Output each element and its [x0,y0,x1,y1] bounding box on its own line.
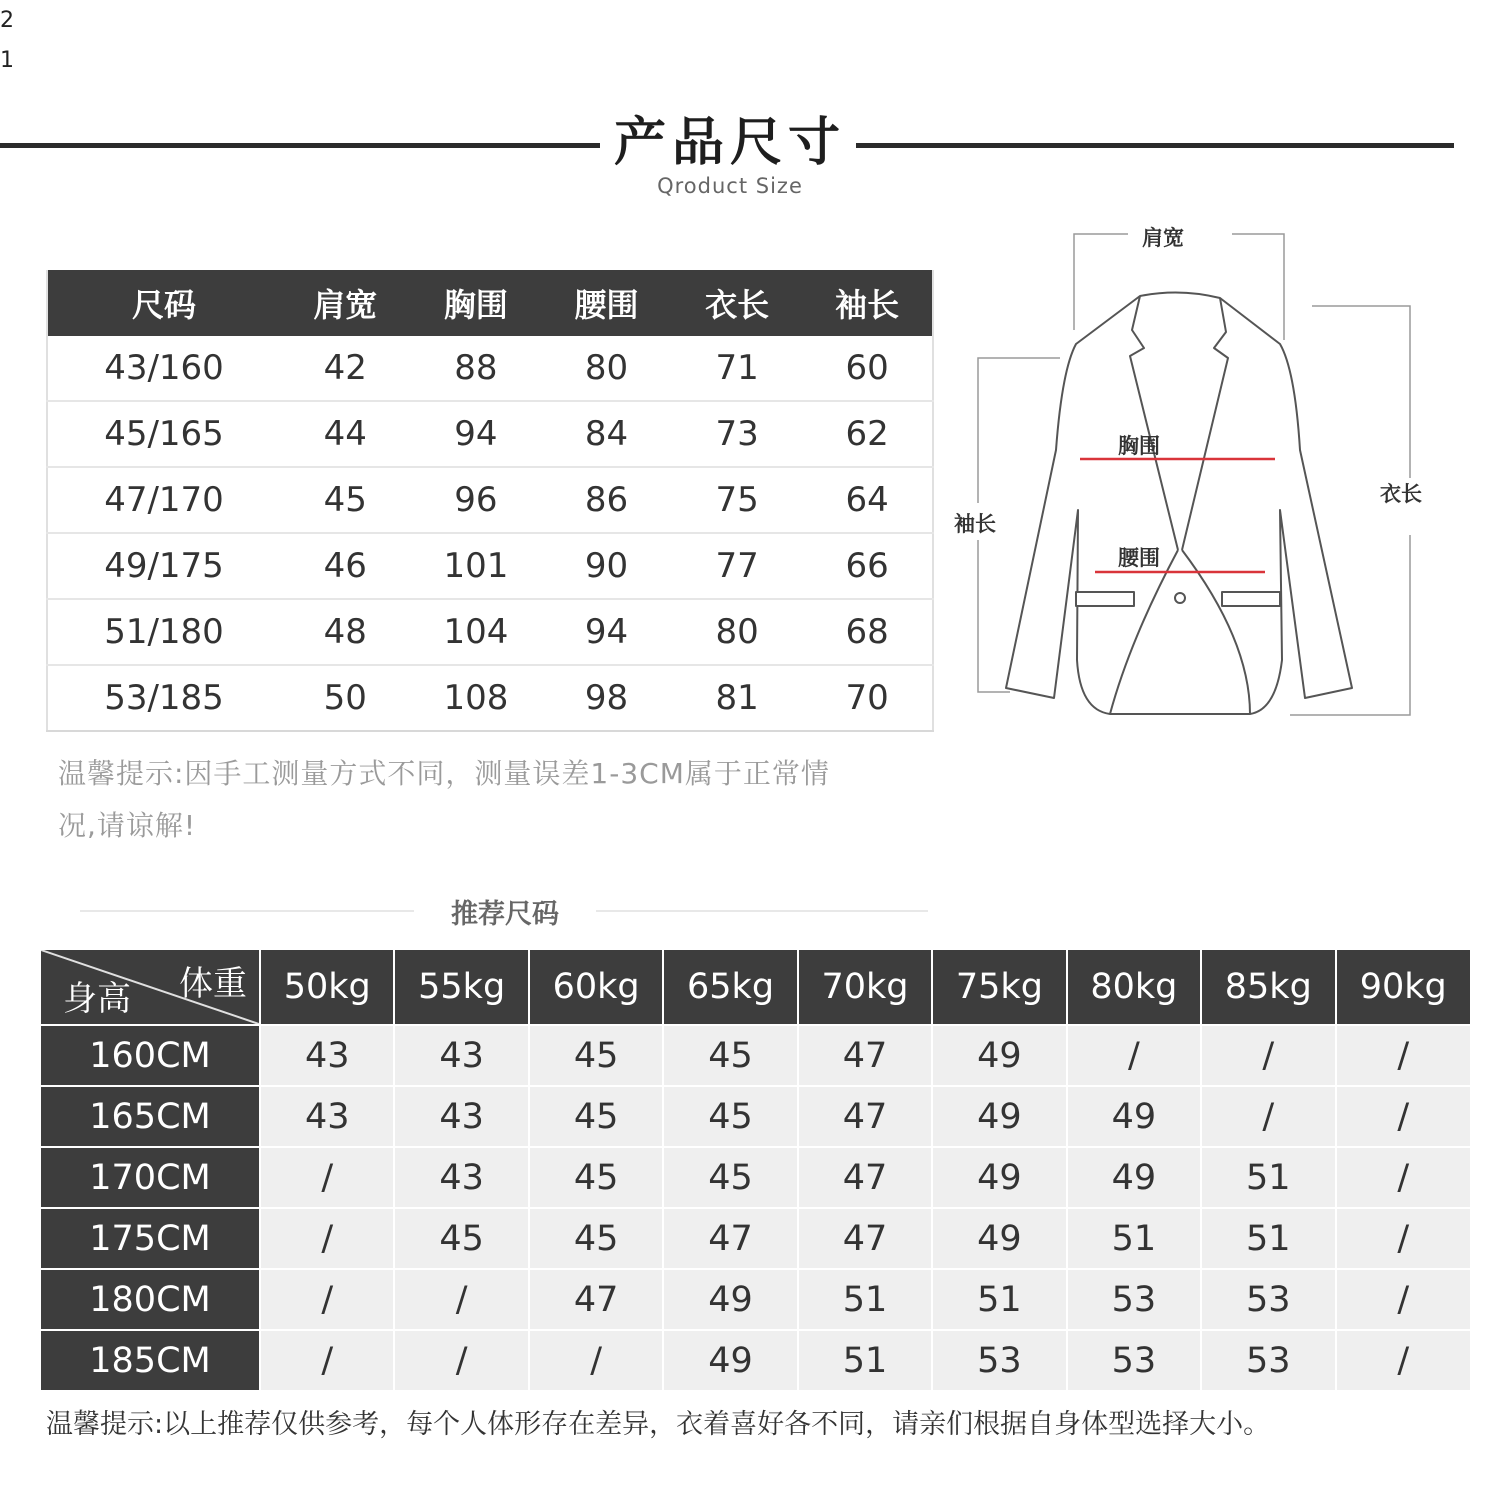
recommend-cell: / [1201,1025,1335,1086]
size-table-row [47,401,933,467]
recommend-cell: 49 [1067,1086,1201,1147]
size-table-cell: 64 [802,467,933,533]
size-table-cell: 48 [280,599,411,665]
corner-height-label: 身高 [63,979,131,1019]
recommend-cell: 49 [663,1269,797,1330]
size-table-cell: 42 [280,336,411,401]
size-table-cell: 81 [672,665,803,731]
size-table-cell: 94 [411,401,542,467]
recommend-cell: 53 [1201,1330,1335,1390]
recommend-cell: 45 [663,1025,797,1086]
size-table-cell: 49/175 [47,533,280,599]
size-table-cell: 98 [541,665,672,731]
recommend-cell: / [260,1269,394,1330]
recommend-cell: / [260,1330,394,1390]
recommend-cell: / [260,1208,394,1269]
recommend-cell: 45 [394,1208,528,1269]
title-divider-right [856,143,1454,148]
recommend-table [41,950,1470,1390]
size-table-cell: 90 [541,533,672,599]
weight-col-header: 70kg [798,950,932,1025]
recommend-cell: 45 [529,1086,663,1147]
recommend-cell: 51 [932,1269,1066,1330]
weight-col-header: 85kg [1201,950,1335,1025]
measurement-note-line: 温馨提示:因手工测量方式不同，测量误差1-3CM属于正常情 [58,757,830,790]
size-table-row [47,599,933,665]
size-table-row [47,467,933,533]
jacket-diagram [950,220,1430,730]
page-subtitle: Qroduct Size [657,174,803,198]
size-table-cell: 108 [411,665,542,731]
recommend-cell: 45 [529,1147,663,1208]
size-table-cell: 46 [280,533,411,599]
weight-col-header: 90kg [1336,950,1471,1025]
size-table-cell: 101 [411,533,542,599]
size-col-header: 胸围 [411,270,542,336]
size-col-header: 袖长 [802,270,933,336]
recommend-cell: 53 [1201,1269,1335,1330]
recommend-cell: 49 [1067,1147,1201,1208]
size-table-cell: 51/180 [47,599,280,665]
recommend-row [41,1147,1470,1208]
recommend-cell: 51 [1067,1208,1201,1269]
size-table-row [47,665,933,731]
page-title: 产品尺寸 [613,113,846,173]
corner-header-cell [41,950,260,1025]
recommend-cell: 49 [932,1025,1066,1086]
recommend-header-row [41,950,1470,1025]
weight-col-header: 50kg [260,950,394,1025]
recommend-row [41,1025,1470,1086]
measurement-note [58,748,958,852]
recommend-cell: / [1336,1269,1471,1330]
recommend-cell: 43 [394,1086,528,1147]
recommend-cell: / [394,1269,528,1330]
recommend-title: 推荐尺码 [451,899,559,930]
sleeve-label: 袖长 [954,512,996,536]
weight-col-header: 60kg [529,950,663,1025]
size-col-header: 尺码 [47,270,280,336]
recommend-divider-right [596,910,928,912]
recommend-cell: 47 [798,1025,932,1086]
size-table-cell: 68 [802,599,933,665]
recommend-cell: 51 [798,1269,932,1330]
size-table-row [47,336,933,401]
recommend-cell: 45 [663,1147,797,1208]
recommend-cell: / [1336,1208,1471,1269]
chest-label: 胸围 [1118,434,1160,458]
size-table-cell: 94 [541,599,672,665]
recommend-cell: 51 [798,1330,932,1390]
weight-col-header: 55kg [394,950,528,1025]
height-row-header: 165CM [41,1086,260,1147]
size-col-header: 肩宽 [280,270,411,336]
size-table-cell: 45 [280,467,411,533]
size-table-cell: 43/160 [47,336,280,401]
recommend-cell: / [529,1330,663,1390]
size-table-cell: 70 [802,665,933,731]
length-label: 衣长 [1380,482,1422,506]
recommend-cell: 53 [1067,1330,1201,1390]
recommend-cell: 49 [932,1208,1066,1269]
recommend-row [41,1269,1470,1330]
weight-col-header: 80kg [1067,950,1201,1025]
size-table-cell: 80 [541,336,672,401]
recommend-cell: / [1336,1147,1471,1208]
waist-label: 腰围 [1118,546,1160,570]
recommend-cell: 45 [529,1025,663,1086]
size-table-header-row [47,270,933,336]
title-divider-left [0,143,600,148]
shoulder-label: 肩宽 [1142,226,1184,250]
size-table-cell: 45/165 [47,401,280,467]
height-row-header: 160CM [41,1025,260,1086]
recommend-cell: 51 [1201,1147,1335,1208]
size-table-cell: 47/170 [47,467,280,533]
weight-col-header: 65kg [663,950,797,1025]
recommend-cell: 43 [394,1025,528,1086]
weight-col-header: 75kg [932,950,1066,1025]
size-table-cell: 80 [672,599,803,665]
recommend-cell: 51 [1201,1208,1335,1269]
jacket-outline-icon [950,220,1430,730]
size-table-cell: 75 [672,467,803,533]
recommend-cell: 53 [1067,1269,1201,1330]
recommend-divider-left [80,910,414,912]
recommend-note: 温馨提示:以上推荐仅供参考，每个人体形存在差异，衣着喜好各不同，请亲们根据自身体型选择大小。 [46,1409,1271,1440]
recommend-cell: 43 [394,1147,528,1208]
recommend-cell: / [1067,1025,1201,1086]
recommend-cell: 47 [798,1208,932,1269]
recommend-cell: 45 [663,1086,797,1147]
corner-weight-label: 体重 [179,964,247,1004]
recommend-row [41,1330,1470,1390]
size-table-cell: 44 [280,401,411,467]
measurement-note-line: 况,请谅解! [58,809,197,842]
size-table-cell: 71 [672,336,803,401]
size-table-cell: 104 [411,599,542,665]
recommend-cell: 47 [798,1086,932,1147]
corner-number-top: 2 [0,8,14,33]
recommend-cell: 49 [663,1330,797,1390]
size-col-header: 衣长 [672,270,803,336]
size-table-cell: 60 [802,336,933,401]
size-table-row [47,533,933,599]
recommend-cell: 49 [932,1086,1066,1147]
recommend-cell: 47 [798,1147,932,1208]
height-row-header: 175CM [41,1208,260,1269]
corner-number-bottom: 1 [0,48,14,73]
recommend-cell: 49 [932,1147,1066,1208]
height-row-header: 170CM [41,1147,260,1208]
size-table-cell: 50 [280,665,411,731]
size-table-cell: 86 [541,467,672,533]
recommend-cell: / [1336,1086,1471,1147]
size-table [46,270,934,732]
recommend-row [41,1208,1470,1269]
recommend-cell: 47 [663,1208,797,1269]
size-table-cell: 53/185 [47,665,280,731]
size-table-cell: 62 [802,401,933,467]
size-table-cell: 96 [411,467,542,533]
recommend-cell: / [260,1147,394,1208]
size-table-cell: 77 [672,533,803,599]
size-col-header: 腰围 [541,270,672,336]
size-table-cell: 88 [411,336,542,401]
height-row-header: 185CM [41,1330,260,1390]
size-table-cell: 73 [672,401,803,467]
recommend-cell: 53 [932,1330,1066,1390]
recommend-cell: 47 [529,1269,663,1330]
recommend-cell: 45 [529,1208,663,1269]
recommend-row [41,1086,1470,1147]
size-table-cell: 84 [541,401,672,467]
recommend-cell: / [1336,1330,1471,1390]
recommend-cell: / [1201,1086,1335,1147]
height-row-header: 180CM [41,1269,260,1330]
recommend-cell: / [394,1330,528,1390]
recommend-cell: 43 [260,1086,394,1147]
size-table-cell: 66 [802,533,933,599]
recommend-cell: / [1336,1025,1471,1086]
recommend-cell: 43 [260,1025,394,1086]
